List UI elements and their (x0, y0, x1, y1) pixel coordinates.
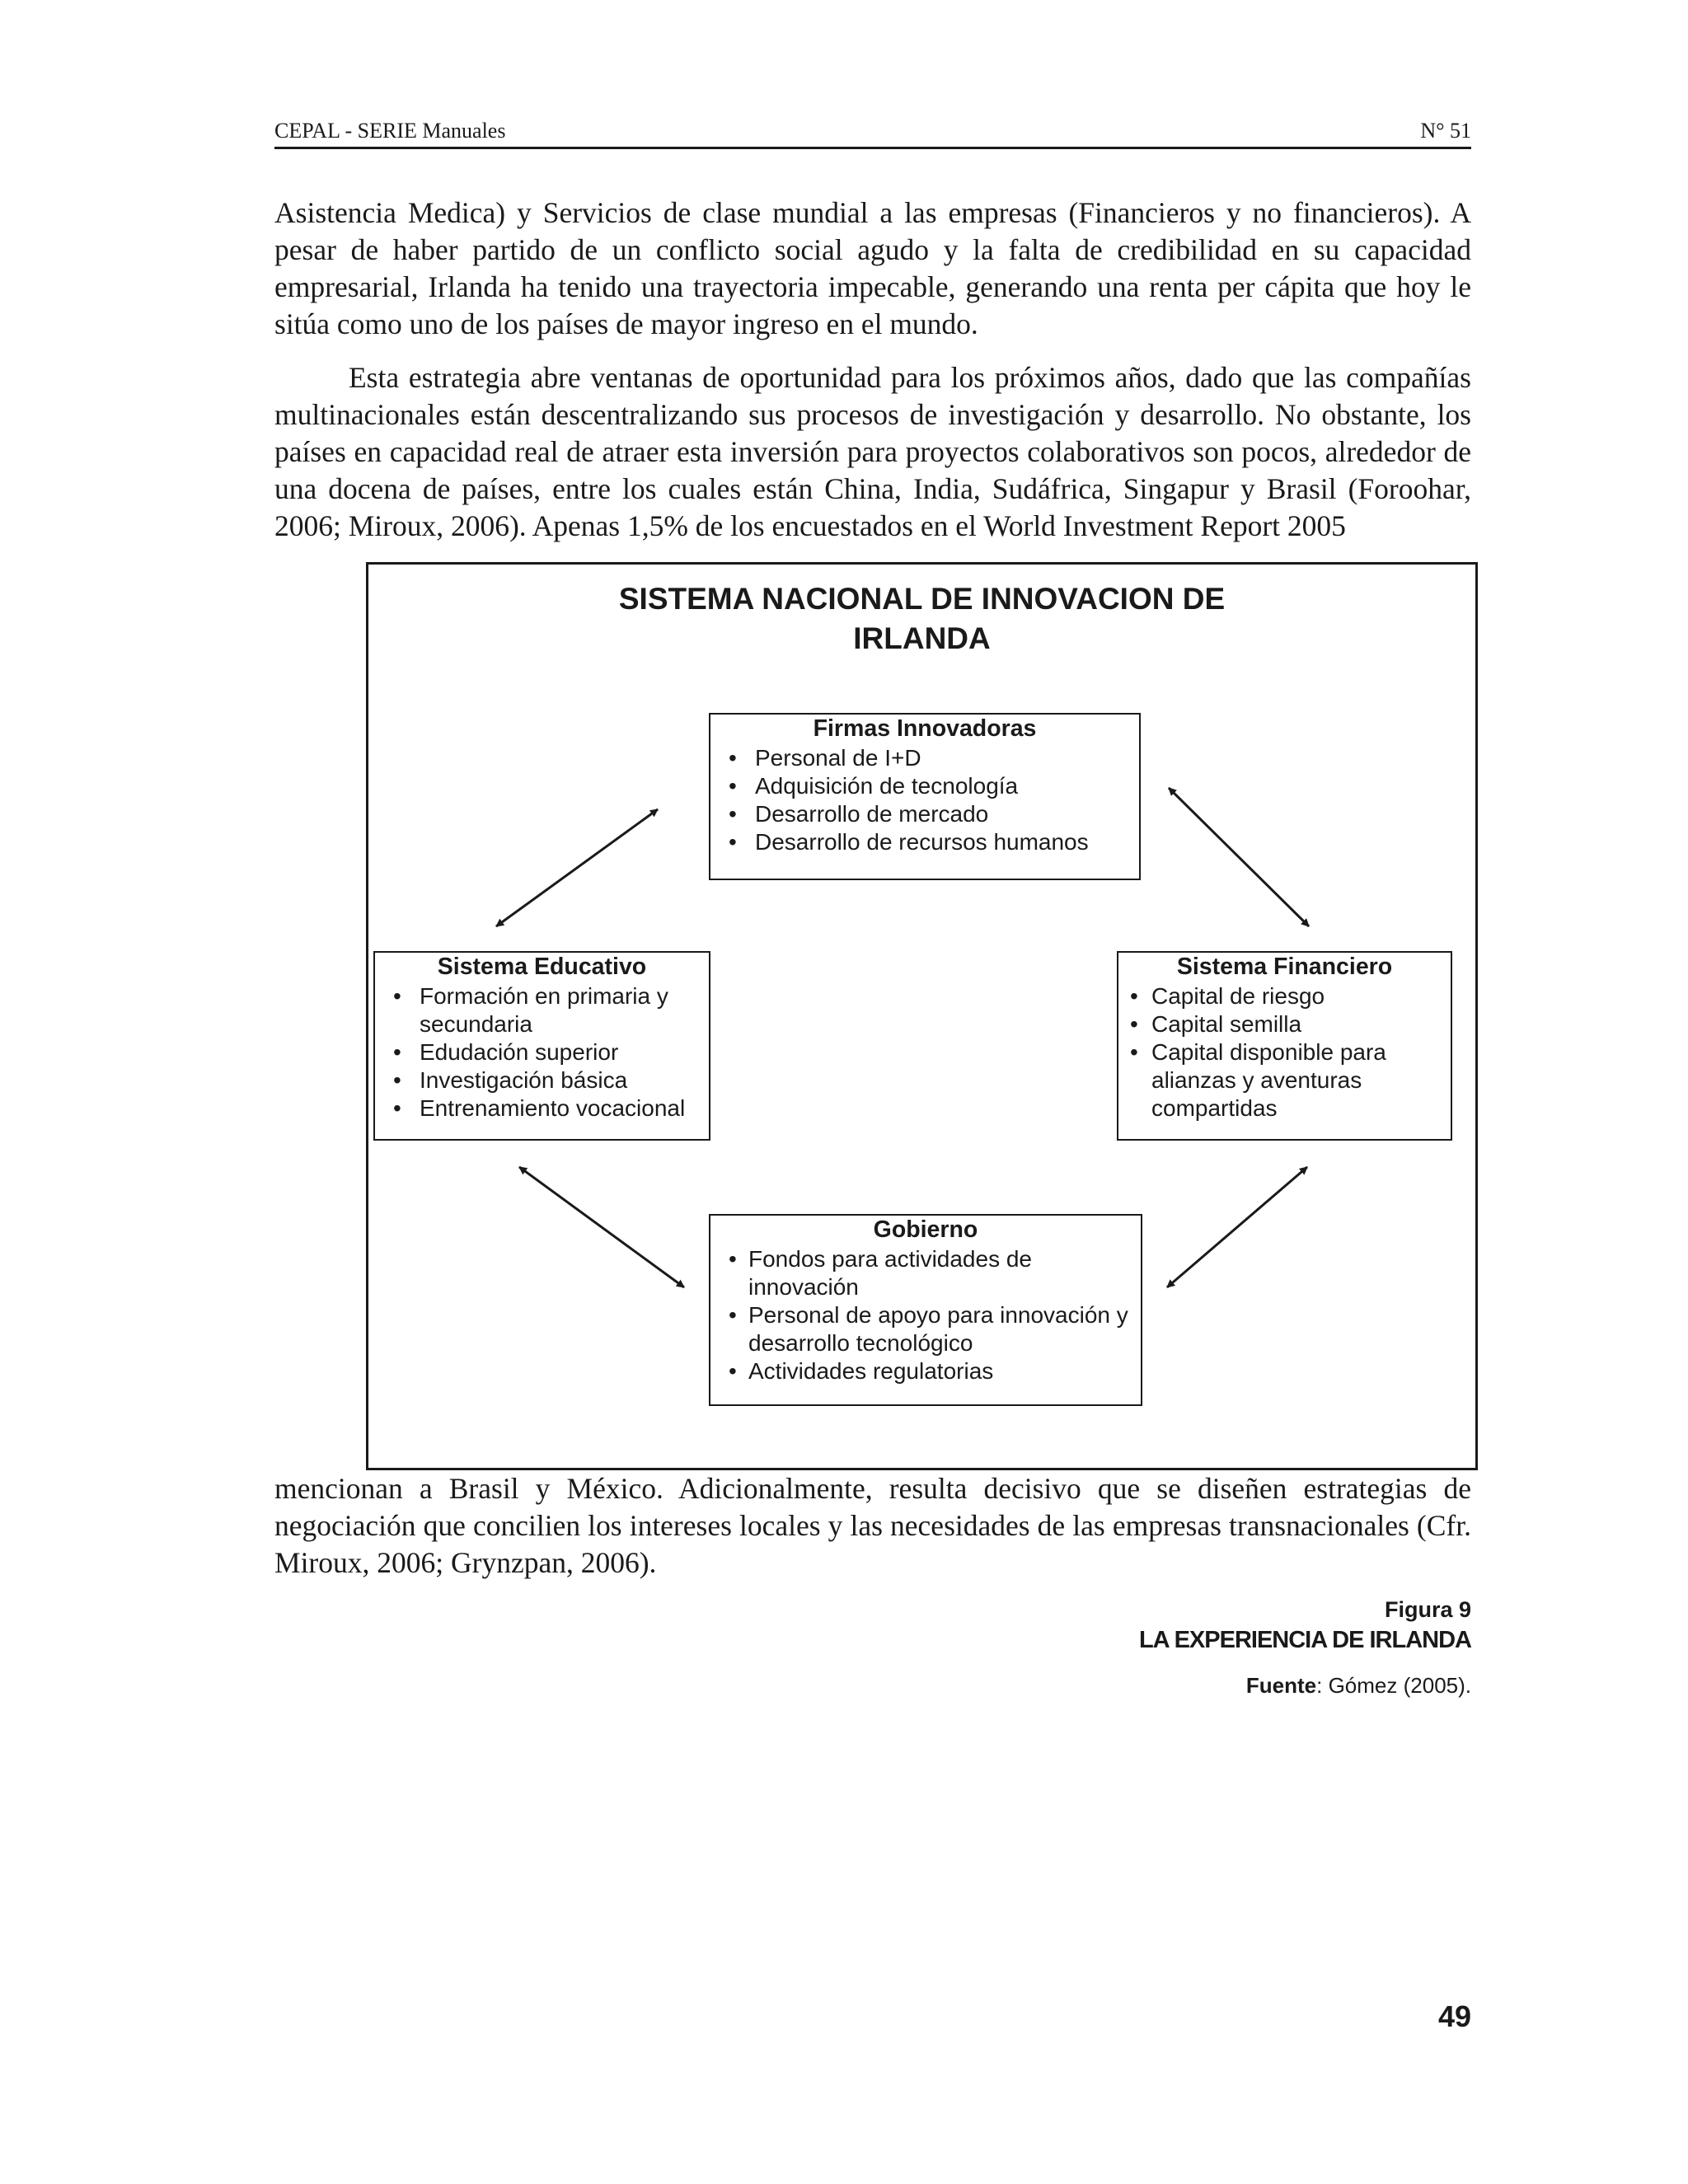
node-title: Sistema Financiero (1176, 954, 1393, 980)
arrow-firmas-financiero (1169, 788, 1309, 926)
node-firmas-innovadoras (709, 713, 1141, 880)
list-item: • Desarrollo de recursos humanos (710, 828, 1139, 856)
node-title: Sistema Educativo (437, 954, 647, 980)
figure-source-label: Fuente (1245, 1673, 1317, 1698)
list-item: • Capital disponible para alianzas y aventuras compartidas (1118, 1038, 1451, 1122)
diagram-title (368, 579, 1475, 658)
arrow-educativo-gobierno (519, 1167, 684, 1287)
diagram-title-line-1: SISTEMA NACIONAL DE INNOVACION DE (618, 582, 1226, 616)
paragraph-1: Asistencia Medica) y Servicios de clase mundial a las empresas (Financieros y no financieros). A pesar de haber partido de un conflicto social agudo y la falta de credibilidad en su capacidad empresarial, Irlanda ha tenido una trayectoria impecable, generando una renta per cápita que hoy le sitúa como uno de los países de mayor ingreso en el mundo. (274, 196, 1471, 340)
node-title: Gobierno (873, 1216, 978, 1243)
arrow-educativo-firmas (496, 809, 658, 926)
figure-source (1246, 1673, 1471, 1699)
diagram-title-line-2: IRLANDA (853, 621, 991, 655)
node-gobierno (709, 1214, 1142, 1406)
list-item: • Formación en primaria y secundaria (375, 982, 709, 1038)
figure-label: Figura 9 (1384, 1597, 1471, 1622)
list-item: • Fondos para actividades de innovación (729, 1245, 1141, 1301)
figure-source-text: : Gómez (2005). (1316, 1673, 1471, 1698)
list-item: • Investigación básica (375, 1066, 709, 1094)
list-item: • Entrenamiento vocacional (375, 1094, 709, 1122)
list-item: • Edudación superior (375, 1038, 709, 1066)
arrow-financiero-gobierno (1167, 1167, 1307, 1287)
list-item: • Desarrollo de mercado (710, 800, 1139, 828)
list-item: • Personal de I+D (710, 744, 1139, 772)
paragraph-2: Esta estrategia abre ventanas de oportunidad para los próximos años, dado que las compañías multinacionales están descentralizando sus procesos de investigación y desarrollo. No obstante, los países en capacidad real de atraer esta inversión para proyectos colaborativos son pocos, alrededor de una docena de países, entre los cuales están China, India, Sudáfrica, Singapur y Brasil (Foroohar, 2006; Miroux, 2006). Apenas 1,5% de los encuestados en el World Investment Report 2005 (274, 361, 1471, 542)
node-sistema-educativo (373, 951, 710, 1141)
list-item: • Personal de apoyo para innovación y desarrollo tecnológico (729, 1301, 1141, 1357)
running-header (274, 117, 1471, 149)
list-item: • Actividades regulatorias (729, 1357, 1141, 1385)
page-number: 49 (1437, 1999, 1471, 2033)
list-item: • Adquisición de tecnología (710, 772, 1139, 800)
node-title: Firmas Innovadoras (813, 715, 1037, 742)
series-number: N° 51 (1420, 119, 1471, 143)
series-title: CEPAL - SERIE Manuales (274, 119, 506, 143)
list-item: • Capital de riesgo (1118, 982, 1451, 1010)
paragraph-3: mencionan a Brasil y México. Adicionalmente, resulta decisivo que se diseñen estrategias de negociación que concilien los intereses locales y las necesidades de las empresas transnacionales (Cfr. Miroux, 2006; Grynzpan, 2006). (274, 1472, 1471, 1579)
figure-title: LA EXPERIENCIA DE IRLANDA (1138, 1627, 1471, 1653)
node-sistema-financiero (1117, 951, 1452, 1141)
list-item: • Capital semilla (1118, 1010, 1451, 1038)
figure-frame (366, 562, 1478, 1470)
